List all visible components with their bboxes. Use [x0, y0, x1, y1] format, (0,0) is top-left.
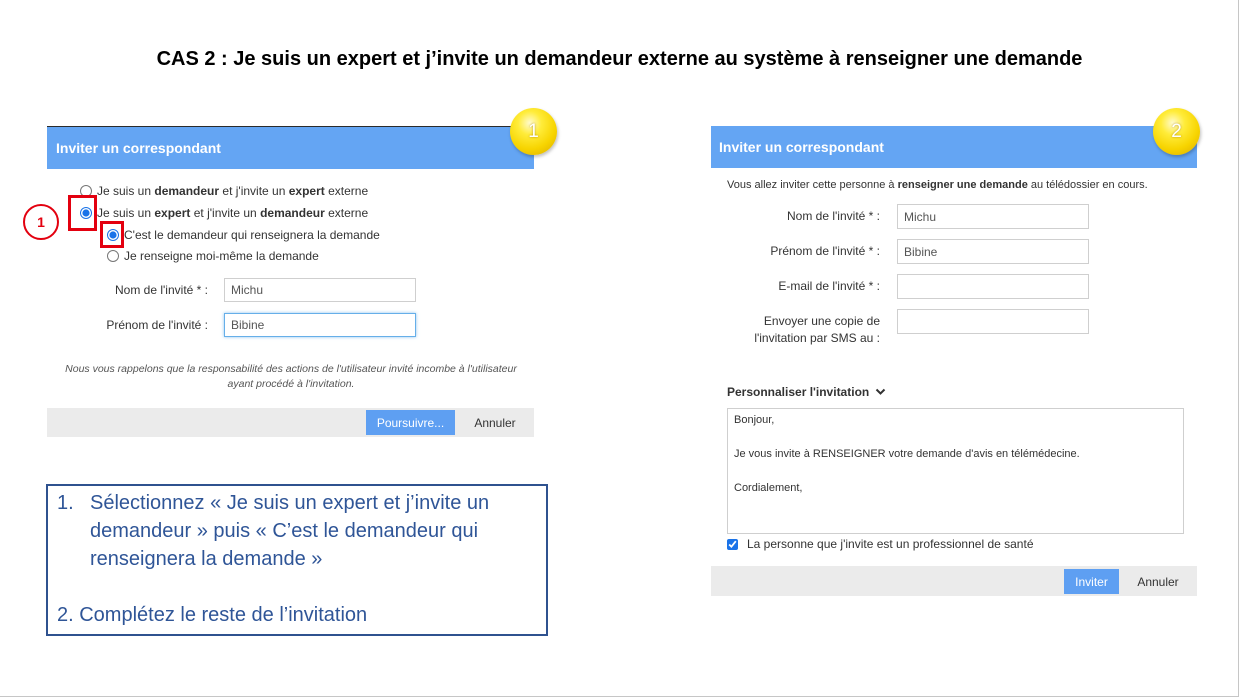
- instruction-item-1: [57, 489, 540, 573]
- annotation-number-circle: 1: [23, 204, 59, 240]
- chevron-down-icon: [875, 388, 886, 396]
- sms-input[interactable]: [897, 309, 1089, 334]
- instruction-box: [46, 484, 548, 636]
- cancel-button[interactable]: Annuler: [469, 410, 521, 435]
- fill-option-self[interactable]: [107, 248, 319, 264]
- invite-dialog-step1: [47, 126, 534, 437]
- step-badge-2: 2: [1153, 108, 1200, 155]
- cancel-button[interactable]: Annuler: [1132, 569, 1184, 594]
- dialog-footer: [711, 566, 1197, 596]
- nom-input[interactable]: [224, 278, 416, 302]
- email-label: E-mail de l'invité * :: [778, 279, 880, 293]
- role-option-label: [97, 206, 368, 220]
- continue-button[interactable]: Poursuivre...: [366, 410, 455, 435]
- label-emphasis: expert: [288, 184, 325, 198]
- field-row-sms: [711, 309, 1197, 345]
- step-badge-1: 1: [510, 108, 557, 155]
- intro-text: au télédossier en cours.: [1027, 179, 1148, 191]
- fill-option-demandeur[interactable]: [107, 227, 380, 243]
- prenom-label: Prénom de l'invité :: [106, 318, 208, 332]
- label-emphasis: expert: [154, 206, 191, 220]
- nom-label: Nom de l'invité * :: [115, 283, 208, 297]
- annotation-highlight-expert-radio: [68, 195, 97, 231]
- responsibility-note: Nous vous rappelons que la responsabilité des actions de l'utilisateur invité incombe à l'utilisateur ayant procédé à l'invitation.: [65, 363, 517, 390]
- dialog-header: [47, 126, 534, 169]
- nom-label: Nom de l'invité * :: [787, 209, 880, 223]
- invite-dialog-step2: [711, 126, 1197, 596]
- role-option-demandeur-invites-expert[interactable]: [80, 183, 368, 199]
- sms-label: Envoyer une copie de l'invitation par SMS au :: [754, 314, 880, 345]
- field-row-email: [711, 274, 1197, 299]
- invite-button[interactable]: Inviter: [1064, 569, 1119, 594]
- dialog-header: [711, 126, 1197, 168]
- label-emphasis: demandeur: [260, 206, 325, 220]
- prenom-label: Prénom de l'invité * :: [770, 244, 880, 258]
- instruction-item-2: 2. Complétez le reste de l’invitation: [57, 604, 368, 626]
- instruction-number: 1.: [57, 492, 74, 514]
- role-option-label: [97, 184, 368, 198]
- slide-title: CAS 2 : Je suis un expert et j’invite un demandeur externe au système à renseigner une demande: [156, 48, 1083, 70]
- health-professional-option[interactable]: [727, 536, 1034, 552]
- label-text: Je suis un: [97, 184, 155, 198]
- field-row-prenom: [47, 313, 534, 337]
- prenom-input[interactable]: [224, 313, 416, 337]
- personalize-label: Personnaliser l'invitation: [727, 385, 870, 399]
- field-row-nom: [711, 204, 1197, 229]
- label-text: externe: [324, 206, 369, 220]
- field-row-prenom: [711, 239, 1197, 264]
- role-option-expert-invites-demandeur[interactable]: [80, 205, 368, 221]
- label-text: Je suis un: [97, 206, 155, 220]
- intro-text: Vous allez inviter cette personne à: [727, 179, 898, 191]
- dialog-title: Inviter un correspondant: [56, 140, 221, 156]
- fill-option-label: Je renseigne moi-même la demande: [124, 249, 319, 263]
- label-text: et j'invite un: [190, 206, 261, 220]
- nom-input[interactable]: [897, 204, 1089, 229]
- chevron-down-icon-path: [877, 390, 885, 394]
- dialog-footer: [47, 408, 534, 437]
- instruction-text: Sélectionnez « Je suis un expert et j’invite un demandeur » puis « C’est le demandeur qui renseignera la demande »: [90, 492, 490, 570]
- health-professional-checkbox[interactable]: [727, 539, 738, 550]
- personalize-invitation-toggle[interactable]: [727, 384, 886, 400]
- health-professional-label: La personne que j'invite est un professionnel de santé: [747, 537, 1034, 551]
- invitation-message-textarea[interactable]: [727, 408, 1184, 534]
- field-row-nom: [47, 278, 534, 302]
- label-text: externe: [324, 184, 369, 198]
- label-text: et j'invite un: [219, 184, 289, 198]
- fill-option-label: C'est le demandeur qui renseignera la demande: [124, 228, 380, 242]
- email-input[interactable]: [897, 274, 1089, 299]
- fill-radio-self[interactable]: [107, 250, 119, 262]
- dialog-title: Inviter un correspondant: [719, 139, 884, 155]
- invite-intro-text: [727, 178, 1148, 192]
- label-emphasis: demandeur: [154, 184, 220, 198]
- prenom-input[interactable]: [897, 239, 1089, 264]
- intro-emphasis: renseigner une demande: [897, 179, 1028, 191]
- annotation-highlight-demandeur-radio: [100, 221, 124, 248]
